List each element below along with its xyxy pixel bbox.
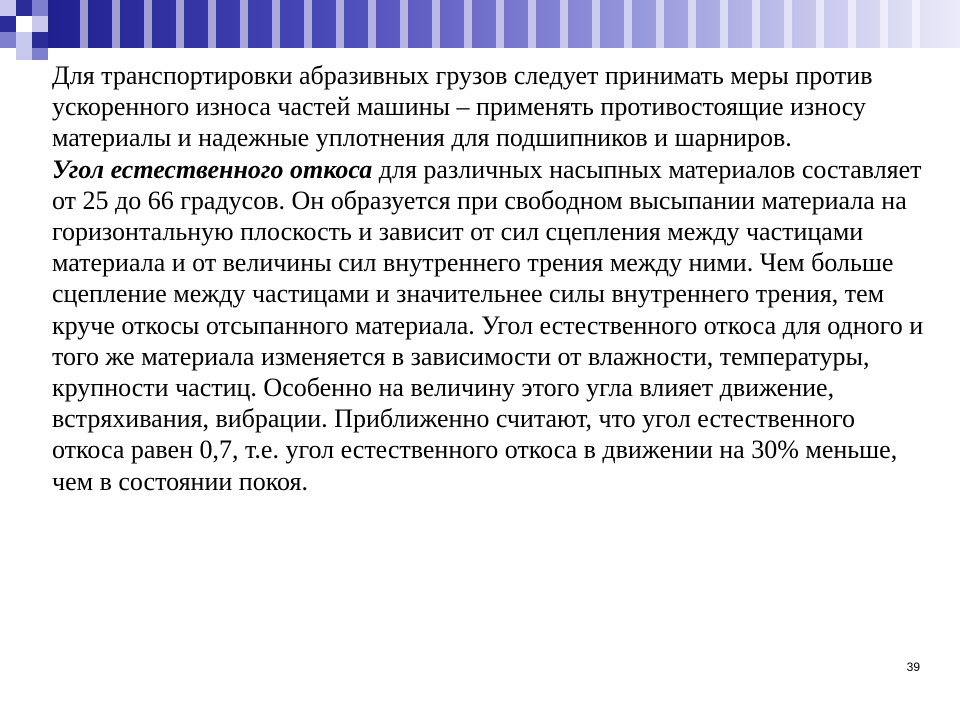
slide-body-text — [52, 60, 932, 497]
header-stripe — [912, 0, 920, 48]
corner-square — [16, 16, 32, 32]
header-stripe — [112, 0, 120, 48]
header-stripe — [688, 0, 696, 48]
corner-square — [0, 16, 16, 32]
corner-square — [32, 48, 48, 60]
page-number: 39 — [906, 660, 920, 674]
header-stripe — [432, 0, 440, 48]
header-stripe — [720, 0, 728, 48]
header-stripe — [336, 0, 344, 48]
header-stripe — [624, 0, 632, 48]
paragraph-angle-of-repose — [52, 154, 932, 497]
term-angle-of-repose: Угол естественного откоса — [52, 154, 373, 184]
corner-square — [32, 32, 48, 48]
header-stripe — [592, 0, 600, 48]
header-stripe — [880, 0, 888, 48]
paragraph-abrasive-cargo: Для транспортировки абразивных грузов следует принимать меры против ускоренного износа частей машины – применять противостоящие износу материалы и надежные уплотнения для подшипников и шарниров. — [52, 61, 873, 153]
header-stripe — [816, 0, 824, 48]
angle-of-repose-description: для различных насыпных материалов составляет от 25 до 66 градусов. Он образуется при свободном высыпании материала на горизонтальную плоскость и зависит от сил сцепления между частицами материала и от величины сил внутреннего трения между ними. Чем больше сцепление между частицами и значительнее силы внутреннего трения, тем круче откосы отсыпанного материала. Угол естественного откоса для одного и того же материала изменяется в зависимости от влажности, температуры, крупности частиц. Особенно на величину этого угла влияет движение, встряхивания, вибрации. Приближенно считают, что угол естественного откоса равен 0,7, т.е. угол естественного откоса в движении на 30% меньше, чем в состоянии покоя. — [52, 154, 924, 496]
header-stripe — [464, 0, 472, 48]
header-stripe — [496, 0, 504, 48]
corner-square — [16, 48, 32, 60]
header-stripe — [752, 0, 760, 48]
header-stripe — [784, 0, 792, 48]
header-stripe — [208, 0, 216, 48]
header-stripe — [304, 0, 312, 48]
corner-square — [0, 32, 16, 48]
header-stripe — [368, 0, 376, 48]
header-stripe — [80, 0, 88, 48]
header-stripe — [240, 0, 248, 48]
corner-square — [16, 32, 32, 48]
header-stripe — [528, 0, 536, 48]
corner-square — [0, 0, 16, 16]
header-stripe — [272, 0, 280, 48]
header-stripe — [400, 0, 408, 48]
header-decoration — [0, 0, 960, 64]
header-stripe — [848, 0, 856, 48]
corner-square — [32, 0, 48, 16]
header-stripe — [560, 0, 568, 48]
corner-square — [16, 0, 32, 16]
header-stripe — [144, 0, 152, 48]
header-stripe — [656, 0, 664, 48]
corner-square — [32, 16, 48, 32]
header-stripe — [176, 0, 184, 48]
